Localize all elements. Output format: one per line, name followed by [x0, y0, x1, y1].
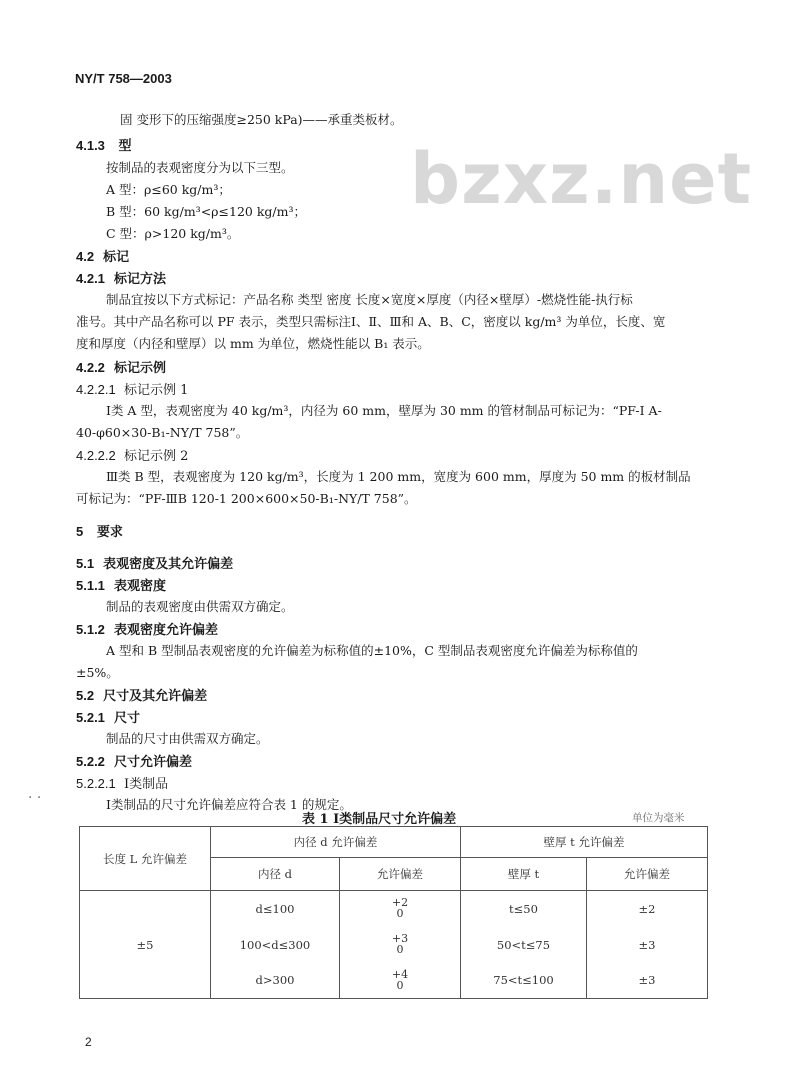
inner-range: d>300 [211, 963, 340, 999]
section-heading-4-2: 4.2 标记 [76, 249, 130, 265]
paragraph-line: 制品的尺寸由供需双方确定。 [106, 731, 269, 746]
wall-range: 75<t≤100 [461, 963, 587, 999]
wall-range: 50<t≤75 [461, 927, 587, 963]
wall-range: t≤50 [461, 891, 587, 927]
paragraph-line: 按制品的表观密度分为以下三型。 [106, 160, 294, 175]
section-heading-5-2: 5.2 尺寸及其允许偏差 [76, 688, 208, 704]
table-unit: 单位为毫米 [632, 812, 685, 824]
header-inner-diameter-tolerance: 内径 d 允许偏差 [211, 827, 461, 858]
wall-allowance: ±2 [587, 891, 708, 927]
paragraph-line: A 型：ρ≤60 kg/m³； [106, 182, 231, 197]
page-number: 2 [85, 1035, 92, 1049]
table-row [80, 891, 708, 927]
paragraph-line: Ⅲ类 B 型，表观密度为 120 kg/m³，长度为 1 200 mm，宽度为 600 mm，厚度为 50 mm 的板材制品 [106, 469, 691, 484]
inner-allowance: +2 0 [340, 891, 461, 927]
inner-allowance: +4 0 [340, 963, 461, 999]
header-allowance-1: 允许偏差 [340, 858, 461, 891]
section-heading-4-2-1: 4.2.1 标记方法 [76, 271, 166, 287]
section-heading-5-2-2: 5.2.2 尺寸允许偏差 [76, 754, 192, 770]
header-allowance-2: 允许偏差 [587, 858, 708, 891]
inner-range: d≤100 [211, 891, 340, 927]
length-tolerance-value: ±5 [80, 891, 211, 999]
paragraph-line: 制品宜按以下方式标记：产品名称 类型 密度 长度×宽度×厚度（内径×壁厚）-燃烧性能-执行标 [106, 292, 633, 307]
inner-range: 100<d≤300 [211, 927, 340, 963]
paragraph-line: C 型：ρ>120 kg/m³。 [106, 226, 240, 241]
wall-allowance: ±3 [587, 963, 708, 999]
paragraph-line: Ⅰ类制品的尺寸允许偏差应符合表 1 的规定。 [106, 797, 352, 812]
paragraph-line: ±5%。 [76, 665, 119, 680]
paragraph-line: A 型和 B 型制品表观密度的允许偏差为标称值的±10%，C 型制品表观密度允许偏差为标称值的 [106, 643, 638, 658]
section-heading-4-2-2-1: 4.2.2.1 标记示例 1 [76, 382, 189, 398]
paragraph-line: 度和厚度（内径和壁厚）以 mm 为单位，燃烧性能以 B₁ 表示。 [76, 336, 430, 351]
wall-allowance: ±3 [587, 927, 708, 963]
header-inner-diameter: 内径 d [211, 858, 340, 891]
section-heading-5-2-2-1: 5.2.2.1 Ⅰ类制品 [76, 776, 169, 792]
section-heading-4-1-3: 4.1.3 型 [76, 138, 132, 154]
paragraph-line: Ⅰ类 A 型，表观密度为 40 kg/m³，内径为 60 mm，壁厚为 30 mm 的管材制品可标记为：“PF-Ⅰ A- [106, 403, 662, 418]
section-heading-5-2-1: 5.2.1 尺寸 [76, 710, 140, 726]
section-heading-4-2-2-2: 4.2.2.2 标记示例 2 [76, 448, 189, 464]
header-wall-thickness: 壁厚 t [461, 858, 587, 891]
header-length-tolerance: 长度 L 允许偏差 [80, 827, 211, 891]
paragraph-line: 可标记为：“PF-ⅢB 120-1 200×600×50-B₁-NY/T 758”。 [76, 491, 417, 506]
section-heading-5-1: 5.1 表观密度及其允许偏差 [76, 556, 234, 572]
scan-artifact: · · [28, 790, 42, 806]
table-caption: 表 1 Ⅰ类制品尺寸允许偏差 [302, 812, 457, 827]
watermark: bzxz.net [410, 138, 753, 220]
tolerance-table [79, 826, 708, 999]
paragraph-line: 制品的表观密度由供需双方确定。 [106, 599, 294, 614]
section-heading-5: 5 要求 [76, 524, 123, 540]
section-heading-5-1-1: 5.1.1 表观密度 [76, 578, 166, 594]
paragraph-line: 40-φ60×30-B₁-NY/T 758”。 [76, 425, 249, 440]
standard-code: NY/T 758—2003 [75, 71, 172, 86]
inner-allowance: +3 0 [340, 927, 461, 963]
header-wall-thickness-tolerance: 壁厚 t 允许偏差 [461, 827, 708, 858]
section-heading-5-1-2: 5.1.2 表观密度允许偏差 [76, 622, 218, 638]
paragraph-line: 固 变形下的压缩强度≥250 kPa)——承重类板材。 [120, 112, 403, 127]
section-heading-4-2-2: 4.2.2 标记示例 [76, 360, 166, 376]
paragraph-line: B 型：60 kg/m³<ρ≤120 kg/m³； [106, 204, 306, 219]
paragraph-line: 准号。其中产品名称可以 PF 表示，类型只需标注Ⅰ、Ⅱ、Ⅲ和 A、B、C，密度以 kg/m³ 为单位，长度、宽 [76, 314, 666, 329]
